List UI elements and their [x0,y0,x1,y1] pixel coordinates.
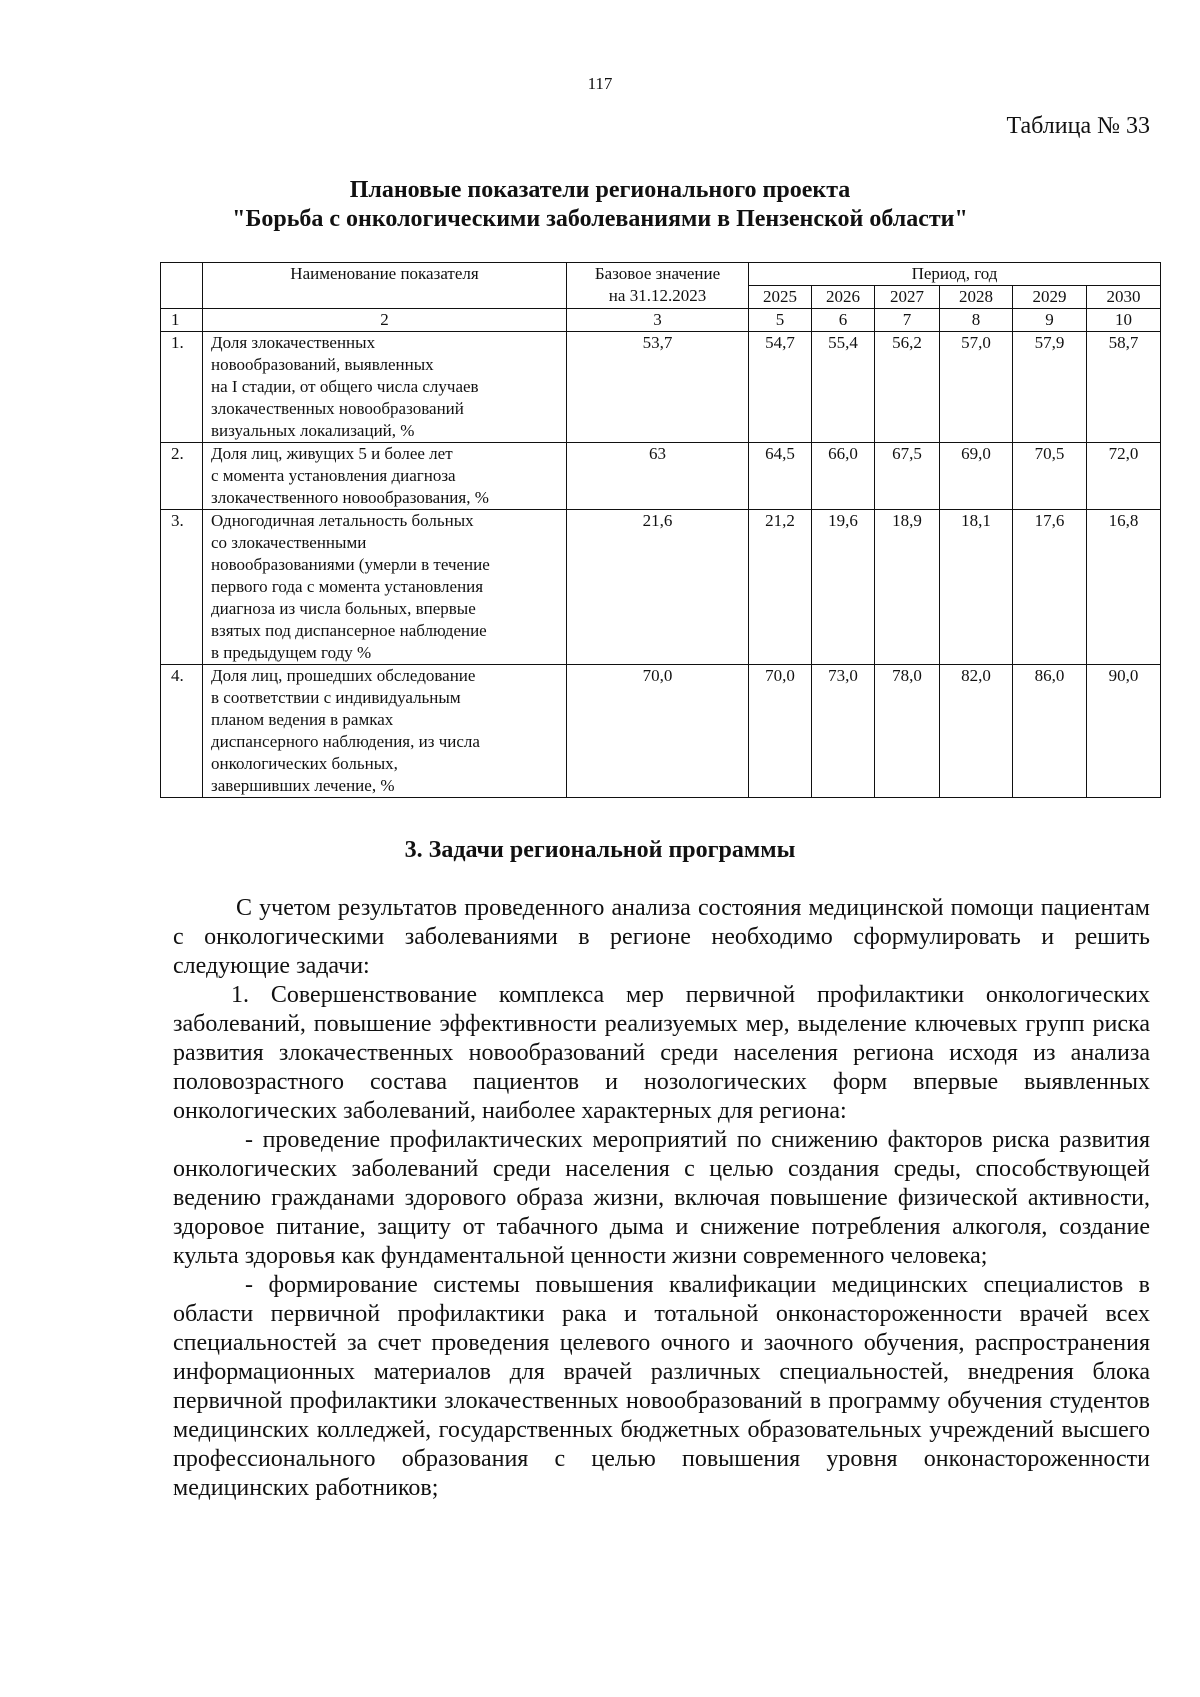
table-caption: Таблица № 33 [1006,113,1150,139]
year-value: 18,9 [875,510,940,665]
header-period-cell: Период, год [749,263,1161,286]
base-value: 21,6 [567,510,749,665]
year-value: 55,4 [812,332,875,443]
header-year: 2025 [749,286,812,309]
base-value: 70,0 [567,665,749,798]
base-value: 53,7 [567,332,749,443]
year-value: 66,0 [812,443,875,510]
indicator-name [203,510,567,665]
indicator-name-line: в соответствии с индивидуальным [211,688,461,707]
indicator-name-line: планом ведения в рамках [211,710,394,729]
table-title [0,176,1200,234]
year-value: 21,2 [749,510,812,665]
indicator-name-line: первого года с момента установления [211,577,484,596]
indicator-name-line: со злокачественными [211,533,367,552]
table-title-line-2: "Борьба с онкологическими заболеваниями в Пензенской области" [232,206,968,232]
column-number: 1 [161,309,203,332]
table-row [161,665,1161,798]
column-number: 9 [1013,309,1087,332]
column-number: 2 [203,309,567,332]
column-number: 10 [1087,309,1161,332]
year-value: 17,6 [1013,510,1087,665]
page-number: 117 [587,74,613,93]
indicator-name-line: Доля злокачественных [211,333,376,352]
indicator-name-line: новообразований, выявленных [211,355,434,374]
column-number: 5 [749,309,812,332]
year-value: 73,0 [812,665,875,798]
header-name-cell: Наименование показателя [203,263,567,309]
section-body [173,894,1150,1503]
base-value: 63 [567,443,749,510]
year-value: 90,0 [1087,665,1161,798]
column-number: 8 [940,309,1013,332]
indicator-name [203,665,567,798]
header-year: 2026 [812,286,875,309]
year-value: 56,2 [875,332,940,443]
indicator-name-line: новообразованиями (умерли в течение [211,555,490,574]
indicator-name-line: в предыдущем году % [211,643,372,662]
indicator-name [203,443,567,510]
indicator-name-line: злокачественного новообразования, % [211,488,489,507]
header-row-1 [161,263,1161,286]
row-number: 2. [161,443,203,510]
year-value: 70,0 [749,665,812,798]
table-row [161,510,1161,665]
paragraph: С учетом результатов проведенного анализа состояния медицинской помощи пациентам с онкологическими заболеваниями в регионе необходимо сформулировать и решить следующие задачи: [173,895,1150,979]
row-number: 4. [161,665,203,798]
year-value: 64,5 [749,443,812,510]
table-title-line-1: Плановые показатели регионального проекта [349,177,851,203]
header-year: 2030 [1087,286,1161,309]
indicator-name-line: с момента установления диагноза [211,466,456,485]
year-value: 72,0 [1087,443,1161,510]
indicator-name-line: онкологических больных, [211,754,398,773]
year-value: 58,7 [1087,332,1161,443]
row-number: 1. [161,332,203,443]
table-row [161,443,1161,510]
column-number: 3 [567,309,749,332]
section-heading: 3. Задачи региональной программы [404,837,796,863]
header-year: 2028 [940,286,1013,309]
paragraph: - проведение профилактических мероприятий по снижению факторов риска развития онкологических заболеваний среди населения с целью создания среды, способствующей ведению гражданами здорового образа жизни, включая повышение физической активности, здоровое питание, защиту от табачного дыма и снижение потребления алкоголя, создание культа здоровья как фундаментальной ценности жизни современного человека; [173,1127,1150,1269]
indicator-name-line: Доля лиц, живущих 5 и более лет [211,444,453,463]
year-value: 19,6 [812,510,875,665]
column-number-row [161,309,1161,332]
indicator-name-line: визуальных локализаций, % [211,421,415,440]
year-value: 82,0 [940,665,1013,798]
indicator-name-line: злокачественных новообразований [211,399,464,418]
header-year: 2029 [1013,286,1087,309]
column-number: 7 [875,309,940,332]
indicator-name-line: диагноза из числа больных, впервые [211,599,476,618]
column-number: 6 [812,309,875,332]
year-value: 78,0 [875,665,940,798]
year-value: 57,0 [940,332,1013,443]
row-number: 3. [161,510,203,665]
year-value: 57,9 [1013,332,1087,443]
indicator-name-line: Одногодичная летальность больных [211,511,474,530]
indicator-name-line: на I стадии, от общего числа случаев [211,377,479,396]
indicator-name [203,332,567,443]
header-base-line-1: Базовое значение [594,264,721,283]
indicator-name-line: взятых под диспансерное наблюдение [211,621,487,640]
paragraph: - формирование системы повышения квалификации медицинских специалистов в области первичной профилактики рака и тотальной онконастороженности врачей всех специальностей за счет проведения целевого очного и заочного обучения, распространения информационных материалов для врачей различных специальностей, внедрения блока первичной профилактики злокачественных новообразований в программу обучения студентов медицинских колледжей, государственных бюджетных образовательных учреждений высшего профессионального образования с целью повышения уровня онконастороженности медицинских работников; [173,1272,1150,1501]
table-row [161,332,1161,443]
indicators-table [160,262,1161,798]
header-num-cell [161,263,203,309]
header-year: 2027 [875,286,940,309]
year-value: 67,5 [875,443,940,510]
year-value: 18,1 [940,510,1013,665]
indicator-name-line: диспансерного наблюдения, из числа [211,732,480,751]
indicator-name-line: Доля лиц, прошедших обследование [211,666,476,685]
header-base-line-2: на 31.12.2023 [608,286,707,305]
year-value: 54,7 [749,332,812,443]
year-value: 16,8 [1087,510,1161,665]
year-value: 69,0 [940,443,1013,510]
year-value: 70,5 [1013,443,1087,510]
paragraph: 1. Совершенствование комплекса мер первичной профилактики онкологических заболеваний, повышение эффективности реализуемых мер, выделение ключевых групп риска развития злокачественных новообразований среди населения региона исходя из анализа половозрастного состава пациентов и нозологических форм впервые выявленных онкологических заболеваний, наиболее характерных для региона: [173,982,1150,1124]
year-value: 86,0 [1013,665,1087,798]
indicator-name-line: завершивших лечение, % [211,776,395,795]
header-base-cell [567,263,749,309]
